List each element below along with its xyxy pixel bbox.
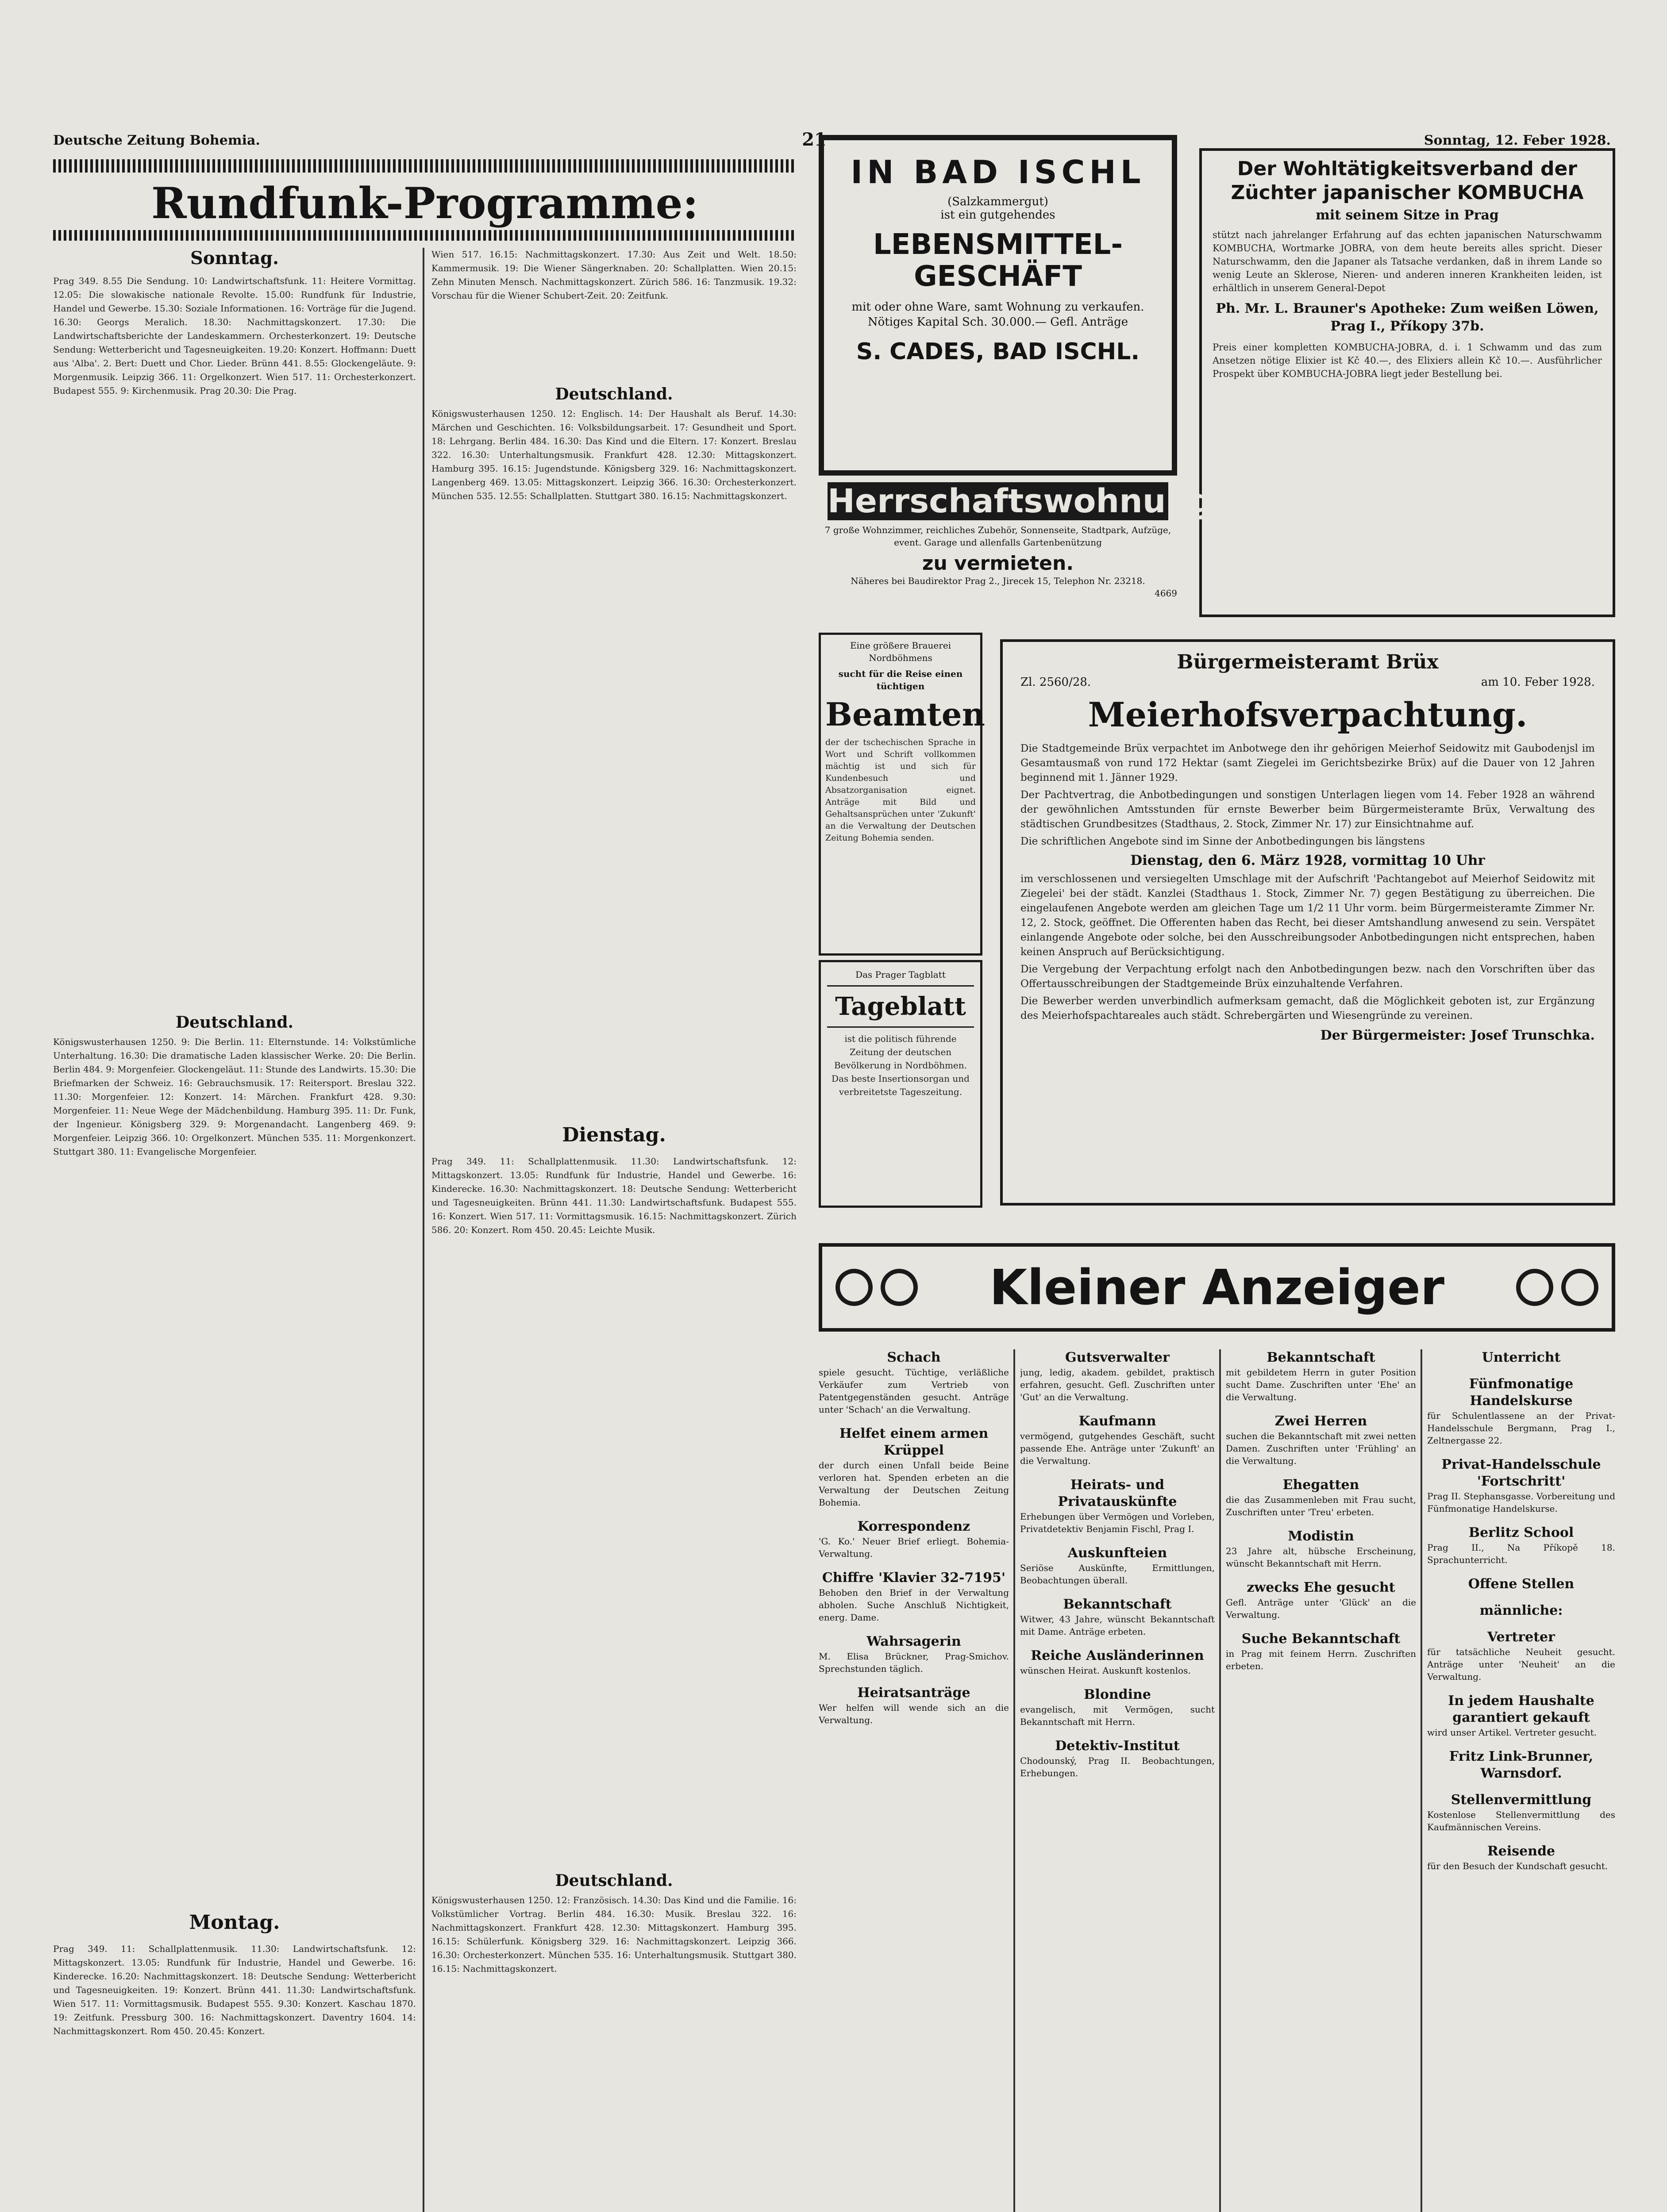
ad-bruex-big: Meierhofsverpachtung. [1088, 695, 1528, 734]
ad-kombucha-sub: mit seinem Sitze in Prag [1316, 207, 1499, 223]
ad-bad-ischl [819, 135, 1177, 476]
small-ad-heading: Korrespondenz [857, 1519, 970, 1534]
small-ads-column-3 [1226, 1349, 1416, 2212]
small-ad [1427, 1456, 1615, 1515]
ad-bruex-title: Bürgermeisteramt Brüx [1177, 651, 1439, 673]
small-ad-text: wird unser Artikel. Vertreter gesucht. [1427, 1727, 1597, 1738]
ad-kombucha-depot: Ph. Mr. L. Brauner's Apotheke: Zum weißen Löwen, Prag I., Příkopy 37b. [1216, 301, 1599, 334]
small-ad-heading: Bekanntschaft [1063, 1597, 1172, 1612]
small-ad-heading: Wahrsagerin [866, 1634, 961, 1649]
ad-bruex-ref: Zl. 2560/28. [1020, 676, 1091, 689]
small-ad-heading: Fünfmonatige Handelskurse [1469, 1376, 1574, 1409]
col2-top-program: Wien 517. 16.15: Nachmittagskonzert. 17.30: Aus Zeit und Welt. 18.50: Kammermusik. 19: Die Wiener Sängerknaben. 20: Schallplatten. Wien 20.15: Zehn Minuten Mensch. Nachmittagskonzert. Zürich 586. 16: Tanzmusik. 19.32: Vorschau für die Wiener Schubert-Zeit. 20: Zeitfunk. [431, 249, 797, 301]
small-ad [1226, 1631, 1416, 1672]
small-ad-text: 23 Jahre alt, hübsche Erscheinung, wünscht Bekanntschaft mit Herrn. [1226, 1546, 1416, 1569]
small-ad-text: Erhebungen über Vermögen und Vorleben, Privatdetektiv Benjamin Fischl, Prag I. [1020, 1511, 1215, 1534]
small-ad [819, 1425, 1009, 1509]
column-divider [423, 248, 424, 2212]
small-ad [1427, 1792, 1615, 1833]
ornament-left [835, 1269, 918, 1306]
small-ad [819, 1349, 1009, 1416]
small-ad-text: Witwer, 43 Jahre, wünscht Bekanntschaft mit Dame. Anträge erbeten. [1020, 1614, 1215, 1637]
ad-bad-ischl-title: IN BAD ISCHL [851, 154, 1145, 191]
small-ad [819, 1570, 1009, 1624]
small-ad-text: Behoben den Brief in der Verwaltung abholen. Suche Anschluß Nichtigkeit, energ. Dame. [819, 1587, 1009, 1623]
small-ad-heading: In jedem Haushalte garantiert gekauft [1448, 1693, 1594, 1725]
ad-bruex-p1: Die Stadtgemeinde Brüx verpachtet im Anbotwege den ihr gehörigen Meierhof Seidowitz mit Gaubodenjsl im Gesamtausmaß von rund 172 Hektar (samt Ziegelei im Gerichtsbezirke Brüx) auf die Dauer von 12 Jahren beginnend mit 1. Jänner 1929. [1020, 743, 1595, 783]
small-ad-heading: männliche: [1479, 1603, 1563, 1618]
small-ad-heading: Chiffre 'Klavier 32-7195' [822, 1570, 1006, 1586]
small-ad-text: evangelisch, mit Vermögen, sucht Bekanntschaft mit Herrn. [1020, 1704, 1215, 1727]
montag-heading: Montag. [189, 1911, 280, 1934]
dienstag-deutschland-heading: Deutschland. [555, 1871, 673, 1890]
small-ad [1427, 1843, 1615, 1872]
small-ads-divider-2 [1219, 1349, 1221, 2212]
montag-program: Prag 349. 11: Schallplattenmusik. 11.30: Landwirtschaftsfunk. 12: Mittagskonzert. 13.05: Rundfunk für Industrie, Handel und Gewerbe. 16: Kinderecke. 16.20: Nachmittagskonzert. 18: Deutsche Sendung: Wetterbericht und Tagesneuigkeiten. 19: Konzert. Brünn 441. 11.30: Landwirtschaftsfunk. Wien 517. 11: Vormittagsmusik. Budapest 555. 9.30: Konzert. Kaschau 1870. 19: Zeitfunk. Pressburg 300. 16: Nachmittagskonzert. Daventry 1604. 14: Nachmittagskonzert. Rom 450. 20.45: Konzert. [53, 1943, 416, 2036]
small-ad [1020, 1596, 1215, 1638]
ad-bad-ischl-line: ist ein gutgehendes [940, 208, 1055, 222]
small-ad-text: für tatsächliche Neuheit gesucht. Anträge unter 'Neuheit' an die Verwaltung. [1427, 1647, 1615, 1682]
ad-bad-ischl-body: mit oder ohne Ware, samt Wohnung zu verkaufen. Nötiges Kapital Sch. 30.000.— Gefl. Anträge [851, 300, 1144, 329]
small-ads-column-4 [1427, 1349, 1615, 2212]
small-ad-text: Chodounský, Prag II. Beobachtungen, Erhebungen. [1020, 1755, 1215, 1778]
small-ad-text: Prag II., Na Příkopě 18. Sprachunterricht. [1427, 1542, 1615, 1565]
spiral-ornament-icon [1561, 1269, 1598, 1306]
small-ad-text: Kostenlose Stellenvermittlung des Kaufmännischen Vereins. [1427, 1809, 1615, 1832]
small-ad-heading: Fritz Link-Brunner, Warnsdorf. [1449, 1749, 1594, 1781]
header-date: Sonntag, 12. Feber 1928. [1424, 133, 1611, 148]
small-ad [1226, 1349, 1416, 1403]
small-ad-heading: Blondine [1084, 1687, 1151, 1702]
small-ad-heading: Vertreter [1487, 1629, 1555, 1645]
ad-kombucha-body: stützt nach jahrelanger Erfahrung auf das echten japanischen Naturschwamm KOMBUCHA, Wortmarke JOBRA, von dem heute bereits alles spricht. Dieser Naturschwamm, den die Japaner als Tatsache verdanken, daß in ihrem Lande so wenig Leute an Sklerose, Nieren- und anderen inneren Krankheiten leiden, ist erhältlich in unserem General-Depot [1213, 230, 1602, 293]
ad-bruex-p4: im verschlossenen und versiegelten Umschlage mit der Aufschrift 'Pachtangebot auf Meierhof Seidowitz mit Ziegelei' bei der städt. Kanzlei (Stadthaus 1. Stock, Zimmer Nr. 7) gegen Bestätigung zu überreichen. Die eingelaufenen Angebote werden am gleichen Tage um 1/2 11 Uhr vorm. beim Bürgermeisteramte Zimmer Nr. 12, 2. Stock, geöffnet. Die Offerenten haben das Recht, bei dieser Amtshandlung anwesend zu sein. Verspätet einlangende Angebote oder solche, bei den Ausschreibungsoder Anbotbedingungen nicht entsprechen, haben keinen Anspruch auf Berücksichtigung. [1020, 873, 1595, 958]
ad-beamten-body: der der tschechischen Sprache in Wort und Schrift vollkommen mächtig ist und sich für Kundenbesuch und Absatzorganisation eignet. Anträge mit Bild und Gehaltsansprüchen unter 'Zukunft' an die Verwaltung der Deutschen Zeitung Bohemia senden. [825, 737, 976, 843]
small-ad [1427, 1525, 1615, 1566]
small-ad [1020, 1349, 1215, 1403]
small-ad-heading: Reiche Ausländerinnen [1031, 1648, 1204, 1663]
col2-deutschland-heading: Deutschland. [555, 385, 673, 403]
small-ad [1020, 1545, 1215, 1586]
small-ad [1226, 1413, 1416, 1467]
small-ad-heading: Schach [887, 1350, 941, 1365]
small-ads-column-1 [819, 1349, 1009, 2212]
ad-tageblatt-body: ist die politisch führende Zeitung der deutschen Bevölkerung in Nordböhmen. Das beste Insertionsorgan und verbreitetste Tageszeitung. [832, 1033, 970, 1097]
small-ad-heading: Detektiv-Institut [1055, 1738, 1180, 1754]
small-ad-heading: Offene Stellen [1468, 1576, 1575, 1592]
small-ad-heading: Heiratsanträge [857, 1685, 970, 1701]
ad-bruex-date: am 10. Feber 1928. [1481, 676, 1595, 689]
small-ad-heading: Bekanntschaft [1267, 1350, 1375, 1365]
small-ads-column-2 [1020, 1349, 1215, 2212]
small-ad-text: spiele gesucht. Tüchtige, verläßliche Verkäufer zum Vertrieb von Patentgegenständen gesucht. Anträge unter 'Schach' an die Verwaltung. [819, 1367, 1009, 1415]
small-ad-text: vermögend, gutgehendes Geschäft, sucht passende Ehe. Anträge unter 'Zukunft' an die Verwaltung. [1020, 1431, 1215, 1466]
small-ad [819, 1633, 1009, 1675]
ad-tageblatt-top: Das Prager Tagblatt [855, 969, 946, 980]
ad-beamten [819, 633, 985, 956]
small-ad [1020, 1686, 1215, 1728]
small-ad-heading: Helfet einem armen Krüppel [839, 1426, 989, 1458]
small-ad [1427, 1602, 1615, 1619]
small-ad [1020, 1477, 1215, 1535]
small-ad-text: mit gebildetem Herrn in guter Position sucht Dame. Zuschriften unter 'Ehe' an die Verwaltung. [1226, 1367, 1416, 1402]
ad-herrschaftswohnung [819, 482, 1213, 628]
ad-kombucha-title: Der Wohltätigkeitsverband der Züchter japanischer KOMBUCHA [1231, 157, 1584, 204]
small-ad-heading: Berlitz School [1468, 1525, 1574, 1540]
small-ad [1427, 1349, 1615, 1366]
ad-bruex-p2: Der Pachtvertrag, die Anbotbedingungen und sonstigen Unterlagen liegen vom 14. Feber 1928 an während der gewöhnlichen Amtsstunden für ernste Bewerber beim Bürgermeisteramte Brüx, Verwaltung des städtischen Grundbesitzes (Stadthaus, 2. Stock, Zimmer Nr. 17) zur Einsichtnahme auf. [1020, 789, 1595, 830]
small-ad [1226, 1528, 1416, 1570]
spiral-ornament-icon [881, 1269, 918, 1306]
small-ad-heading: Zwei Herren [1274, 1413, 1367, 1429]
small-ad-text: Wer helfen will wende sich an die Verwaltung. [819, 1702, 1009, 1725]
small-ad-heading: Privat-Handelsschule 'Fortschritt' [1441, 1457, 1601, 1489]
radio-title: Rundfunk-Programme: [151, 178, 699, 228]
small-ad-text: für den Besuch der Kundschaft gesucht. [1427, 1861, 1608, 1871]
ad-bruex-sign: Der Bürgermeister: Josef Trunschka. [1320, 1028, 1595, 1043]
small-ad [1020, 1413, 1215, 1467]
small-ad [1020, 1738, 1215, 1779]
sonntag-deutschland-heading: Deutschland. [175, 1013, 294, 1032]
ad-beamten-sucht: sucht für die Reise einen tüchtigen [838, 668, 963, 691]
small-ad-heading: Auskunfteien [1067, 1545, 1167, 1561]
ad-bruex-p6: Die Bewerber werden unverbindlich aufmerksam gemacht, daß die Möglichkeit geboten ist, zur Ergänzung des Meierhofspachtareales auch städt. Schrebergärten und Wiesengründe zu vereinen. [1020, 995, 1595, 1022]
small-ad-heading: zwecks Ehe gesucht [1247, 1580, 1395, 1595]
small-ad [1427, 1748, 1615, 1782]
ad-bad-ischl-sign: S. CADES, BAD ISCHL. [856, 338, 1140, 365]
small-ad [1427, 1576, 1615, 1593]
small-ad [1226, 1579, 1416, 1621]
small-ad [1427, 1693, 1615, 1739]
small-ad [1427, 1376, 1615, 1447]
small-ads-divider-1 [1013, 1349, 1015, 2212]
spiral-ornament-icon [1516, 1269, 1553, 1306]
small-ad-text: für Schulentlassene an der Privat-Handelsschule Bergmann, Prag I., Zeltnergasse 22. [1427, 1410, 1615, 1446]
kleiner-anzeiger-banner [819, 1243, 1615, 1332]
dienstag-heading: Dienstag. [562, 1124, 666, 1146]
small-ad-heading: Suche Bekanntschaft [1241, 1631, 1401, 1647]
header-paper-name: Deutsche Zeitung Bohemia. [53, 133, 260, 148]
dienstag-deutschland-program: Königswusterhausen 1250. 12: Französisch. 14.30: Das Kind und die Familie. 16: Volkstümlicher Vortrag. Berlin 484. 16.30: Musik. Breslau 322. 16: Nachmittagskonzert. Frankfurt 428. 12.30: Mittagskonzert. Hamburg 395. 16.15: Schülerfunk. Königsberg 329. 16: Nachmittagskonzert. Leipzig 366. 16.30: Orchesterkonzert. München 535. 16: Unterhaltungsmusik. Stuttgart 380. 16.15: Nachmittagskonzert. [431, 1895, 797, 1974]
small-ad [1427, 1629, 1615, 1683]
small-ad-text: 'G. Ko.' Neuer Brief erliegt. Bohemia-Verwaltung. [819, 1536, 1009, 1559]
ad-bruex [1000, 639, 1615, 1206]
small-ad-heading: Modistin [1288, 1528, 1354, 1544]
sonntag-heading: Sonntag. [190, 248, 279, 269]
small-ad-text: Prag II. Stephansgasse. Vorbereitung und Fünfmonatige Handelskurse. [1427, 1491, 1615, 1514]
small-ad-heading: Reisende [1487, 1843, 1555, 1859]
small-ad-heading: Gutsverwalter [1065, 1350, 1170, 1365]
ad-beamten-top: Eine größere Brauerei Nordböhmens [850, 640, 951, 663]
small-ad [1020, 1647, 1215, 1677]
ad-tageblatt-big: Tageblatt [827, 985, 974, 1028]
small-ad-text: wünschen Heirat. Auskunft kostenlos. [1020, 1665, 1191, 1676]
sonntag-deutschland-program: Königswusterhausen 1250. 9: Die Berlin. 11: Elternstunde. 14: Volkstümliche Unterhaltung. 16.30: Die dramatische Laden klassischer Werke. 20: Die Berlin. Berlin 484. 9: Morgenfeier. Glockengeläut. 11: Stunde des Landwirts. 15.30: Die Briefmarken der Schweiz. 16: Gebrauchsmusik. 17: Reitersport. Breslau 322. 11.30: Morgenfeier. 12: Konzert. 14: Märchen. Frankfurt 428. 9.30: Morgenfeier. 11: Neue Wege der Mädchenbildung. Hamburg 395. 11: Dr. Funk, der Ingenieur. Königsberg 329. 9: Morgenandacht. Langenberg 469. 9: Morgenfeier. Leipzig 366. 10: Orgelkonzert. München 535. 11: Morgenkonzert. Stuttgart 380. 11: Evangelische Morgenfeier. [53, 1037, 416, 1157]
ad-bruex-deadline: Dienstag, den 6. März 1928, vormittag 10 Uhr [1130, 853, 1485, 868]
small-ad-heading: Kaufmann [1078, 1413, 1156, 1429]
small-ad-text: suchen die Bekanntschaft mit zwei netten Damen. Zuschriften unter 'Frühling' an die Verwaltung. [1226, 1431, 1416, 1466]
small-ad-text: jung, ledig, akadem. gebildet, praktisch erfahren, gesucht. Gefl. Zuschriften unter 'Gut' an die Verwaltung. [1020, 1367, 1215, 1402]
small-ad-heading: Ehegatten [1282, 1477, 1359, 1493]
small-ad [819, 1518, 1009, 1560]
ad-bruex-p5: Die Vergebung der Verpachtung erfolgt nach den Anbotbedingungen bezw. nach den Vorschriften über das Offertausschreibungen der Stadtgemeinde Brüx einzuhaltende Verfahren. [1020, 964, 1595, 990]
radio-top-rule [53, 159, 797, 173]
small-ad-text: Gefl. Anträge unter 'Glück' an die Verwaltung. [1226, 1597, 1416, 1620]
ad-herrschaft-footer: Näheres bei Baudirektor Prag 2., Jirecek 15, Telephon Nr. 23218. [851, 576, 1145, 586]
ad-herrschaft-title: Herrschaftswohnung [828, 482, 1213, 520]
ad-tageblatt [819, 960, 982, 1208]
radio-bottom-rule [53, 230, 797, 241]
ad-kombucha-footer: Preis einer kompletten KOMBUCHA-JOBRA, d. i. 1 Schwamm und das zum Ansetzen nötige Elixier ist Kč 40.—, des Elixiers allein Kč 10.—. Ausführlicher Prospekt über KOMBUCHA-JOBRA liegt jeder Bestellung bei. [1213, 342, 1602, 379]
small-ads-divider-3 [1421, 1349, 1422, 2212]
small-ad [819, 1685, 1009, 1726]
ad-herrschaft-big: zu vermieten. [922, 552, 1074, 575]
ad-kombucha [1199, 148, 1615, 617]
small-ad-heading: Stellenvermittlung [1451, 1792, 1592, 1808]
small-ad [1226, 1477, 1416, 1518]
ornament-right [1516, 1269, 1598, 1306]
small-ad-text: M. Elisa Brückner, Prag-Smichov. Sprechstunden täglich. [819, 1651, 1009, 1674]
header-page-number: 21 [802, 129, 827, 150]
small-ad-heading: Heirats- und Privatauskünfte [1058, 1477, 1177, 1509]
kleiner-anzeiger-title: Kleiner Anzeiger [989, 1259, 1445, 1316]
ad-beamten-big: Beamten [825, 695, 985, 733]
ad-bad-ischl-sub: (Salzkammergut) [947, 195, 1048, 208]
ad-herrschaft-number: 4669 [1155, 588, 1177, 599]
dienstag-program: Prag 349. 11: Schallplattenmusik. 11.30: Landwirtschaftsfunk. 12: Mittagskonzert. 13.05: Rundfunk für Industrie, Handel und Gewerbe. 16: Kinderecke. 16.30: Nachmittagskonzert. 18: Deutsche Sendung: Wetterbericht und Tagesneuigkeiten. Brünn 441. 11.30: Landwirtschaftsfunk. Budapest 555. 16: Konzert. Wien 517. 11: Vormittagsmusik. 16.15: Nachmittagskonzert. Zürich 586. 20: Konzert. Rom 450. 20.45: Leichte Musik. [431, 1156, 797, 1235]
spiral-ornament-icon [835, 1269, 873, 1306]
ad-bad-ischl-big: LEBENSMITTEL-GESCHÄFT [873, 228, 1123, 293]
small-ad-heading: Unterricht [1482, 1350, 1561, 1365]
small-ad-text: die das Zusammenleben mit Frau sucht, Zuschriften unter 'Treu' erbeten. [1226, 1494, 1416, 1517]
col2-deutschland-program: Königswusterhausen 1250. 12: Englisch. 14: Der Haushalt als Beruf. 14.30: Märchen und Geschichten. 16: Volksbildungsarbeit. 17: Gesundheit und Sport. 18: Lehrgang. Berlin 484. 16.30: Das Kind und die Eltern. 17: Konzert. Breslau 322. 16.30: Unterhaltungsmusik. Frankfurt 428. 12.30: Mittagskonzert. Hamburg 395. 16.15: Jugendstunde. Königsberg 329. 16: Nachmittagskonzert. Langenberg 469. 13.05: Mittagskonzert. Leipzig 366. 16.30: Orchesterkonzert. München 535. 12.55: Schallplatten. Stuttgart 380. 16.15: Nachmittagskonzert. [431, 408, 797, 501]
ad-herrschaft-body: 7 große Wohnzimmer, reichliches Zubehör, Sonnenseite, Stadtpark, Aufzüge, event. Garage und allenfalls Gartenbenützung [824, 525, 1171, 548]
sonntag-program: Prag 349. 8.55 Die Sendung. 10: Landwirtschaftsfunk. 11: Heitere Vormittag. 12.05: Die slowakische nationale Revolte. 15.00: Rundfunk für Industrie, Handel und Gewerbe. 15.30: Soziale Informationen. 16: Vorträge für die Jugend. 16.30: Georgs Meralich. 18.30: Nachmittagskonzert. 17.30: Die Landwirtschaftsberichte der Landeskammern. Orchesterkonzert. 19: Deutsche Sendung: Wetterbericht und Tagesneuigkeiten. 19.20: Konzert. Hoffmann: Duett aus 'Alba'. 2. Bert: Duett und Chor. Lieder. Brünn 441. 8.55: Glockengeläute. 9: Morgenmusik. Leipzig 366. 11: Orgelkonzert. Wien 517. 11: Orchesterkonzert. Budapest 555. 9: Kirchenmusik. Prag 20.30: Die Prag. [53, 276, 416, 396]
small-ad-text: Seriöse Auskünfte, Ermittlungen, Beobachtungen überall. [1020, 1563, 1215, 1586]
ad-bruex-p3: Die schriftlichen Angebote sind im Sinne der Anbotbedingungen bis längstens [1020, 836, 1425, 847]
small-ad-text: der durch einen Unfall beide Beine verloren hat. Spenden erbeten an die Verwaltung der Deutschen Zeitung Bohemia. [819, 1460, 1009, 1508]
small-ad-text: in Prag mit feinem Herrn. Zuschriften erbeten. [1226, 1648, 1416, 1671]
